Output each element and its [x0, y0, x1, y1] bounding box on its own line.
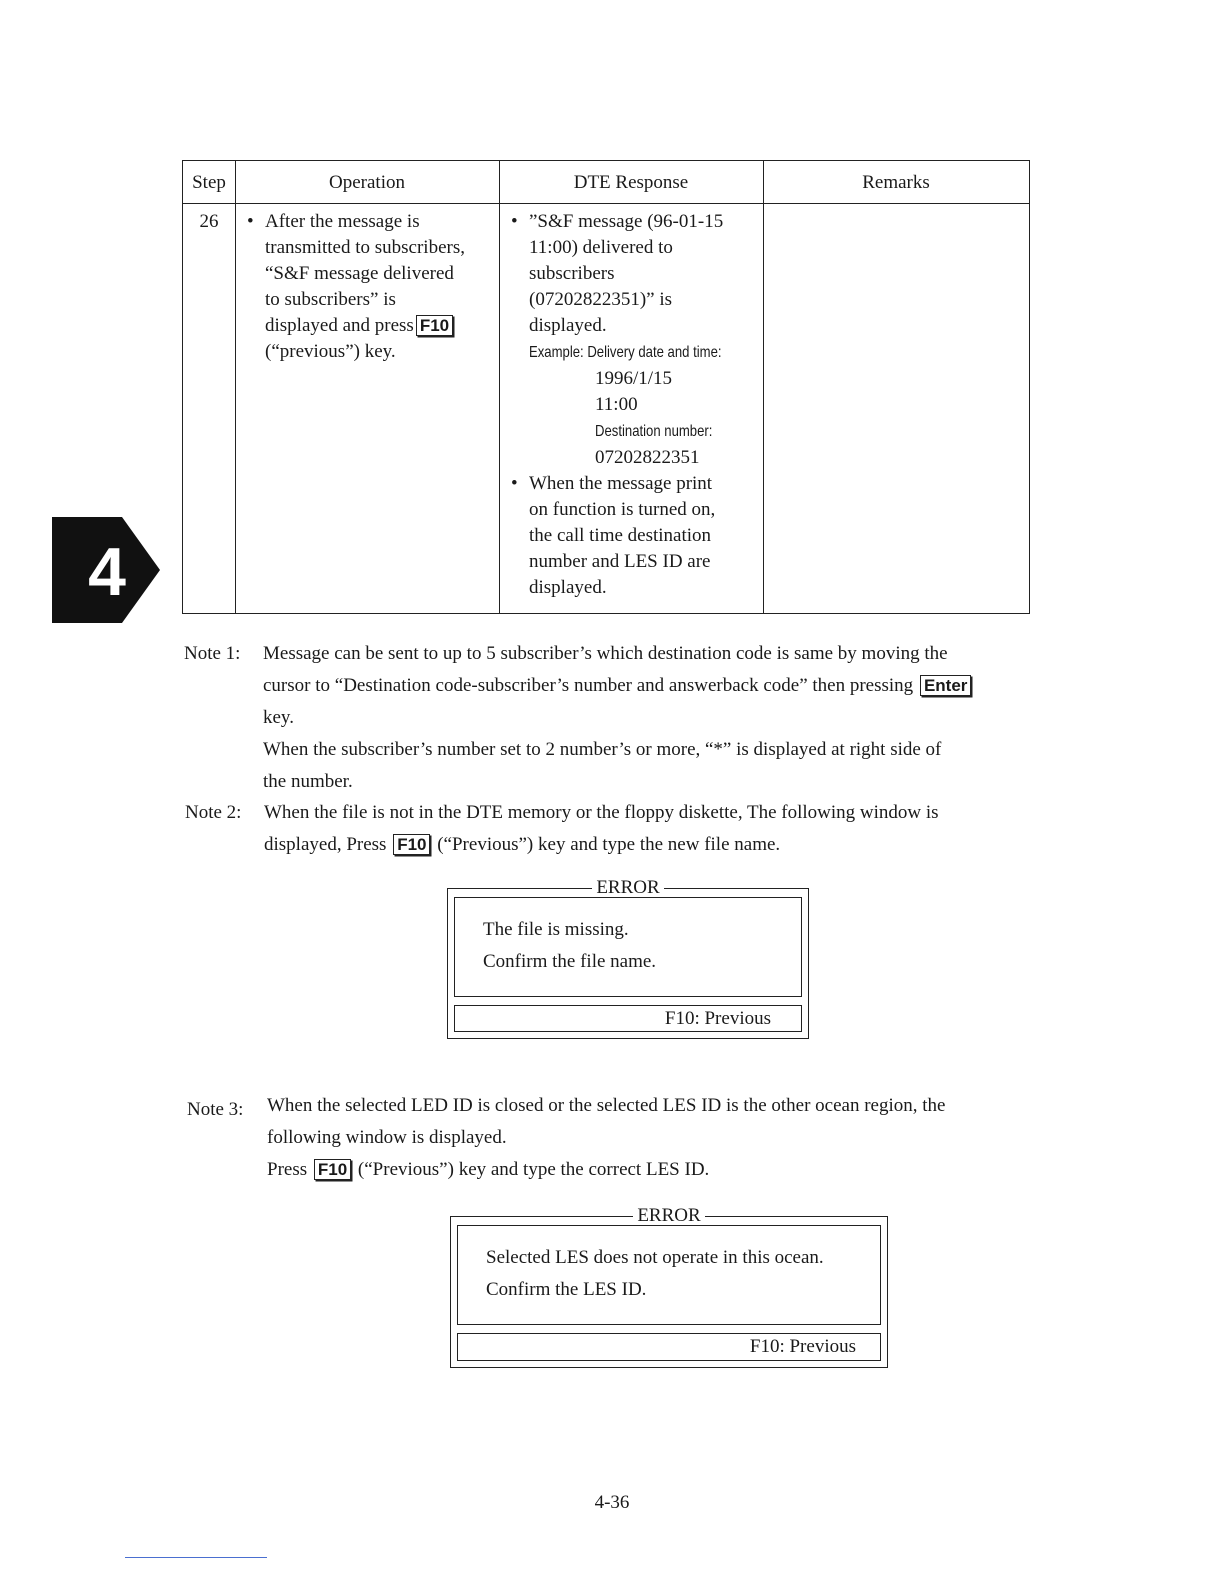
f10-key-icon: F10: [416, 315, 453, 336]
error-footer-bar: [457, 1333, 881, 1361]
error-footer-bar: [454, 1005, 802, 1032]
text-line: 11:00) delivered to: [529, 237, 673, 258]
note-3-label: Note 3:: [187, 1099, 244, 1120]
error-message-panel: [457, 1225, 881, 1325]
error-message-panel: [454, 897, 802, 997]
text-line: (“previous”) key.: [265, 341, 396, 362]
text-line: the number.: [263, 771, 353, 792]
error-window-les-ocean: [450, 1205, 888, 1368]
text-line: following window is displayed.: [267, 1127, 507, 1148]
f10-key-icon: F10: [314, 1159, 351, 1180]
error-window-file-missing: [447, 877, 809, 1039]
dte-response-cell: [503, 209, 761, 601]
chapter-tab: [52, 517, 162, 623]
header-step: Step: [192, 172, 226, 193]
text-line: When the file is not in the DTE memory or the floppy diskette, The following window is: [264, 802, 939, 823]
text-line: key.: [263, 707, 294, 728]
table-divider: [499, 161, 500, 613]
chapter-tab-shape-icon: [52, 517, 162, 623]
text-line: When the subscriber’s number set to 2 number’s or more, “*” is displayed at right side of: [263, 739, 942, 760]
text-line: on function is turned on,: [529, 499, 716, 520]
table-divider: [763, 161, 764, 613]
text-line: displayed and press F10: [265, 313, 497, 339]
text-line: to subscribers” is: [265, 289, 396, 310]
text-line: cursor to “Destination code-subscriber’s number and answerback code” then pressing Enter: [263, 670, 1043, 702]
dte-bullet-1: [503, 209, 761, 471]
text-line: displayed, Press F10 (“Previous”) key and type the new file name.: [264, 834, 781, 855]
page-number: 4-36: [594, 1492, 630, 1513]
text-line: Message can be sent to up to 5 subscriber’s which destination code is same by moving the: [263, 643, 948, 664]
text-line: number and LES ID are: [529, 551, 711, 572]
operation-table: [182, 160, 1030, 614]
error-message-line: Confirm the LES ID.: [486, 1279, 647, 1300]
destination-label: Destination number:: [595, 423, 713, 440]
text-line: “S&F message delivered: [265, 263, 454, 284]
note-2-body: [264, 797, 1044, 861]
text-line: • ”S&F message (96-01-15: [529, 211, 724, 232]
error-message-line: Confirm the file name.: [483, 951, 657, 972]
header-dte-response: DTE Response: [573, 172, 689, 193]
header-remarks: Remarks: [862, 172, 930, 193]
error-window-title: ERROR: [451, 1203, 887, 1229]
previous-key-hint: F10: Previous: [749, 1336, 856, 1357]
text-line: displayed.: [529, 577, 607, 598]
table-divider: [235, 161, 236, 613]
error-message-line: The file is missing.: [483, 919, 629, 940]
text-line: When the selected LED ID is closed or the selected LES ID is the other ocean region, the: [267, 1095, 946, 1116]
enter-key-icon: Enter: [920, 675, 971, 696]
operation-cell: [239, 209, 497, 365]
example-label: Example: Delivery date and time:: [529, 344, 722, 361]
error-window-title: ERROR: [448, 875, 808, 901]
chapter-number: 4: [88, 534, 126, 610]
footer-rule: [125, 1557, 267, 1558]
note-3-body: [267, 1090, 1047, 1186]
example-date: 1996/1/15: [595, 368, 673, 389]
text-line: • When the message print: [529, 473, 713, 494]
note-1-body: [263, 638, 1043, 798]
text-line: (07202822351)” is: [529, 289, 673, 310]
text-line: • After the message is: [265, 211, 420, 232]
f10-key-icon: F10: [393, 834, 430, 855]
previous-key-hint: F10: Previous: [664, 1008, 771, 1029]
error-message-line: Selected LES does not operate in this ocean.: [486, 1247, 824, 1268]
example-time: 11:00: [595, 394, 638, 415]
table-header-rule: [183, 203, 1029, 204]
dte-bullet-2: [503, 471, 761, 601]
step-number: 26: [199, 211, 219, 232]
destination-value: 07202822351: [595, 447, 700, 468]
text-line: the call time destination: [529, 525, 712, 546]
text-line: subscribers: [529, 263, 615, 284]
note-2-label: Note 2:: [185, 802, 242, 823]
note-1-label: Note 1:: [184, 643, 241, 664]
text-line: Press F10 (“Previous”) key and type the correct LES ID.: [267, 1159, 710, 1180]
header-operation: Operation: [329, 172, 405, 193]
text-line: transmitted to subscribers,: [265, 237, 465, 258]
operation-bullet: [239, 209, 497, 365]
text-line: displayed.: [529, 315, 607, 336]
